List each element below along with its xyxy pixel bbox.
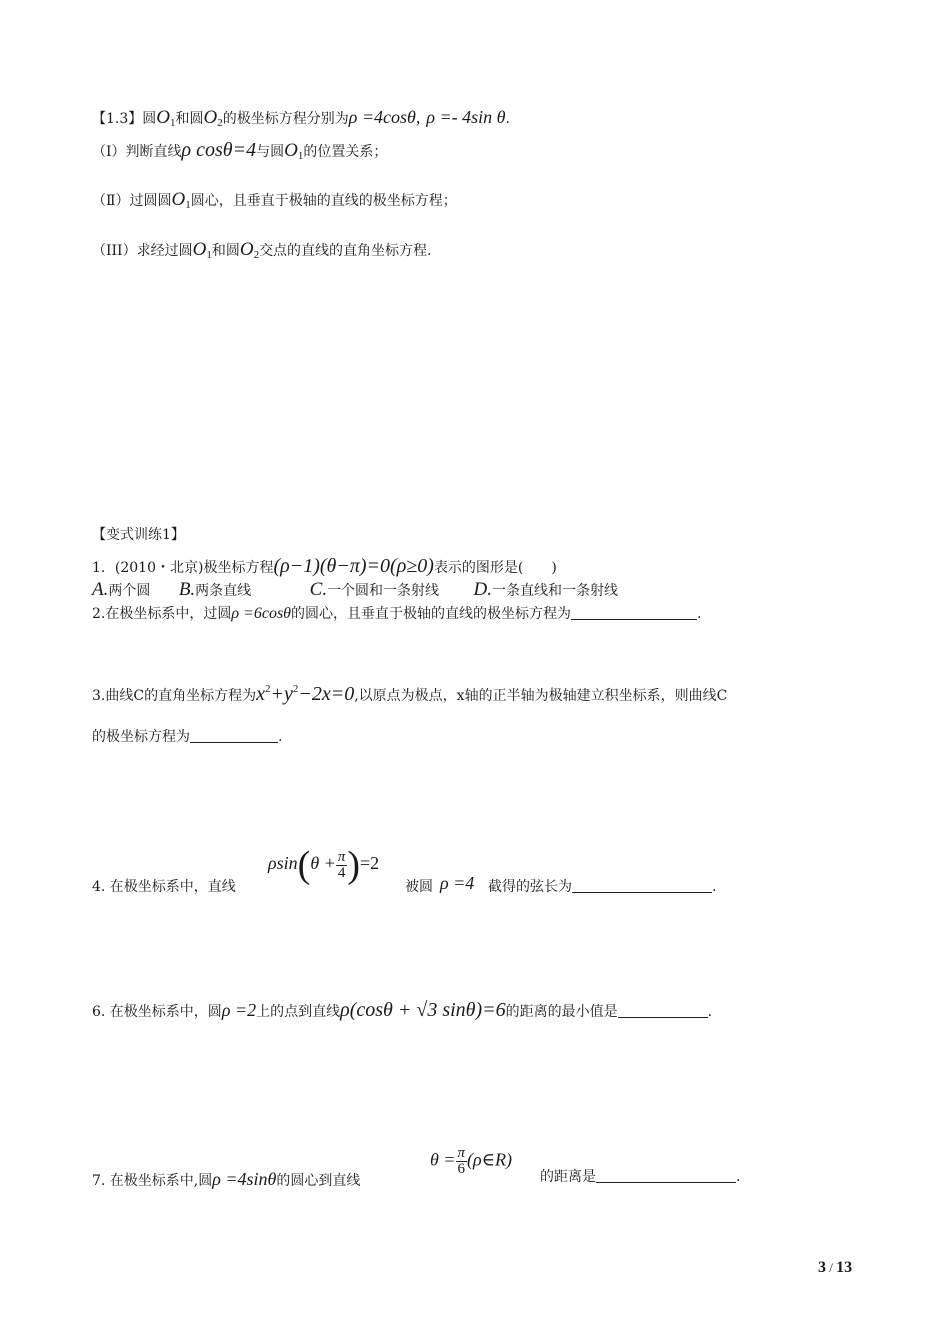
- q2-eq: ρ =6cosθ: [231, 605, 292, 622]
- q7-line-eq: θ = $\frac{\pi}{6}$ (ρ∈R): [430, 1145, 512, 1177]
- q13-eq1: ρ =4cosθ,: [348, 107, 421, 127]
- bs-q4: 4. 在极坐标系中，直线: [92, 879, 236, 895]
- bs-q2: 2.在极坐标系中，过圆ρ =6cosθ的圆心，且垂直于极轴的直线的极坐标方程为 .: [92, 605, 702, 622]
- bs-q1: 1．(2010・北京)极坐标方程(ρ−1)(θ−π)=0(ρ≥0)表示的图形是( ): [92, 555, 557, 577]
- p1-line-eq: ρ cosθ=4: [181, 139, 257, 161]
- bs-q3-line2: 的极坐标方程为 .: [92, 729, 283, 745]
- bs-q1-options: [92, 580, 618, 599]
- q4-circle: ρ =4: [440, 873, 475, 893]
- answer-blank[interactable]: [618, 1005, 708, 1018]
- q13-line: 【1.3】圆$O_1$和圆$O_2$的极坐标方程分别为ρ =4cosθ, ρ =- 4sin θ.: [92, 107, 510, 129]
- answer-blank[interactable]: [190, 730, 278, 743]
- q1-eq: (ρ−1)(θ−π)=0(ρ≥0): [273, 555, 434, 577]
- q13-tag: 【1.3】: [92, 111, 143, 127]
- page-number: 3 / 13: [818, 1259, 853, 1276]
- answer-blank[interactable]: [571, 607, 697, 620]
- q4-line-eq: ρsin(θ + $\frac{\pi}{4}$ )=2: [268, 844, 380, 886]
- q6-circle: ρ =2: [221, 1000, 257, 1020]
- q13-part1: （Ⅰ）判断直线ρ cosθ=4与圆$O_1$的位置关系；: [92, 139, 388, 162]
- circle-o2: $O_2$: [203, 107, 223, 129]
- q6-line-eq: ρ(cosθ + √3 sinθ)=6: [340, 999, 506, 1021]
- answer-blank[interactable]: [572, 880, 712, 893]
- bs-q7: 7. 在极坐标系中,圆ρ =4sinθ的圆心到直线: [92, 1169, 361, 1189]
- answer-blank[interactable]: [596, 1170, 736, 1183]
- q13-part3: （III）求经过圆$O_1$和圆$O_2$交点的直线的直角坐标方程.: [92, 239, 432, 261]
- option-c: C.一个圆和一条射线: [309, 579, 440, 600]
- option-a: A.两个圆: [92, 579, 151, 600]
- option-d: D.一条直线和一条射线: [473, 579, 618, 600]
- circle-o1: $O_1$: [156, 107, 176, 129]
- option-b: B.两条直线: [178, 579, 252, 600]
- bs-q6: 6. 在极坐标系中，圆ρ =2上的点到直线ρ(cosθ + √3 sinθ)=6的距离的最小值是 .: [92, 999, 713, 1021]
- section-title: 【变式训练1】: [92, 527, 185, 543]
- q3-eq: $x^2+y^2-2x=0$: [256, 683, 355, 705]
- q7-circle: ρ =4sinθ: [212, 1169, 277, 1189]
- q13-part2: （Ⅱ）过圆圆$O_1$圆心，且垂直于极轴的直线的极坐标方程；: [92, 189, 457, 211]
- q13-eq2: ρ =- 4sin θ: [426, 107, 506, 127]
- bs-q3: 3.曲线C的直角坐标方程为$x^2+y^2-2x=0$,以原点为极点，x轴的正半轴为极轴建立积坐标系，则曲线C: [92, 683, 728, 705]
